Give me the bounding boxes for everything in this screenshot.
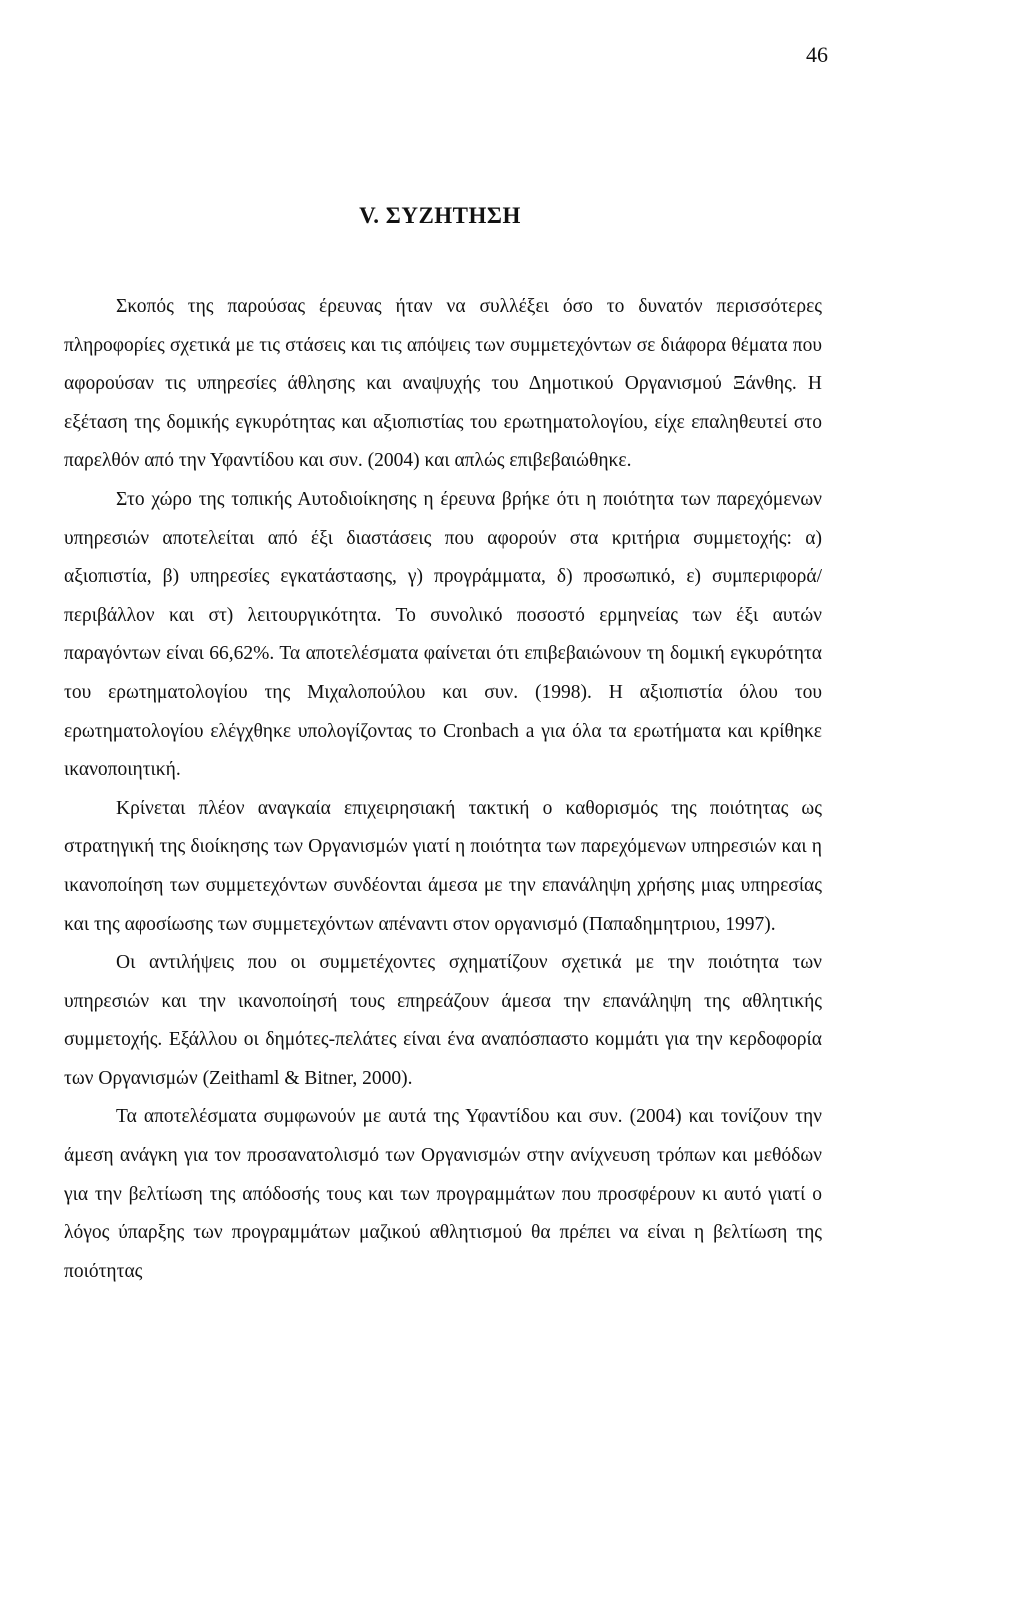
paragraph: Στο χώρο της τοπικής Αυτοδιοίκησης η έρευνα βρήκε ότι η ποιότητα των παρεχόμενων υπηρεσιών αποτελείται από έξι διαστάσεις που αφορούν στα κριτήρια συμμετοχής: α) αξιοπιστία, β) υπηρεσίες εγκατάστασης, γ) προγράμματα, δ) προσωπικό, ε) συμπεριφορά/ περιβάλλον και στ) λειτουργικότητα. Το συνολικό ποσοστό ερμηνείας των έξι αυτών παραγόντων είναι 66,62%. Τα αποτελέσματα φαίνεται ότι επιβεβαιώνουν τη δομική εγκυρότητα του ερωτηματολογίου της Μιχαλοπούλου και συν. (1998). Η αξιοπιστία όλου του ερωτηματολογίου ελέγχθηκε υπολογίζοντας το Cronbach a για όλα τα ερωτήματα και κρίθηκε ικανοποιητική.: [64, 488, 822, 781]
section-title: V. ΣΥΖΗΤΗΣΗ: [359, 203, 521, 228]
body-text: [64, 288, 822, 1291]
paragraph: Σκοπός της παρούσας έρευνας ήταν να συλλέξει όσο το δυνατόν περισσότερες πληροφορίες σχετικά με τις στάσεις και τις απόψεις των συμμετεχόντων σε διάφορα θέματα που αφορούσαν τις υπηρεσίες άθλησης και αναψυχής του Δημοτικού Οργανισμού Ξάνθης. Η εξέταση της δομικής εγκυρότητας και αξιοπιστίας του ερωτηματολογίου, είχε επαληθευτεί στο παρελθόν από την Υφαντίδου και συν. (2004) και απλώς επιβεβαιώθηκε.: [64, 296, 822, 472]
paragraph: Οι αντιλήψεις που οι συμμετέχοντες σχηματίζουν σχετικά με την ποιότητα των υπηρεσιών και την ικανοποίησή τους επηρεάζουν άμεσα την επανάληψη της αθλητικής συμμετοχής. Εξάλλου οι δημότες-πελάτες είναι ένα αναπόσπαστο κομμάτι για την κερδοφορία των Οργανισμών (Zeithaml & Bitner, 2000).: [64, 952, 822, 1089]
page-number: 46: [806, 42, 828, 67]
paragraph: Κρίνεται πλέον αναγκαία επιχειρησιακή τακτική ο καθορισμός της ποιότητας ως στρατηγική της διοίκησης των Οργανισμών γιατί η ποιότητα των παρεχόμενων υπηρεσιών και η ικανοποίηση των συμμετεχόντων συνδέονται άμεσα με την επανάληψη χρήσης μιας υπηρεσίας και της αφοσίωσης των συμμετεχόντων απέναντι στον οργανισμό (Παπαδημητριου, 1997).: [64, 797, 822, 935]
paragraph: Τα αποτελέσματα συμφωνούν με αυτά της Υφαντίδου και συν. (2004) και τονίζουν την άμεση ανάγκη για τον προσανατολισμό των Οργανισμών στην ανίχνευση τρόπων και μεθόδων για την βελτίωση της απόδοσής τους και των προγραμμάτων που προσφέρουν κι αυτό γιατί ο λόγος ύπαρξης των προγραμμάτων μαζικού αθλητισμού θα πρέπει να είναι η βελτίωση της ποιότητας: [64, 1106, 822, 1282]
